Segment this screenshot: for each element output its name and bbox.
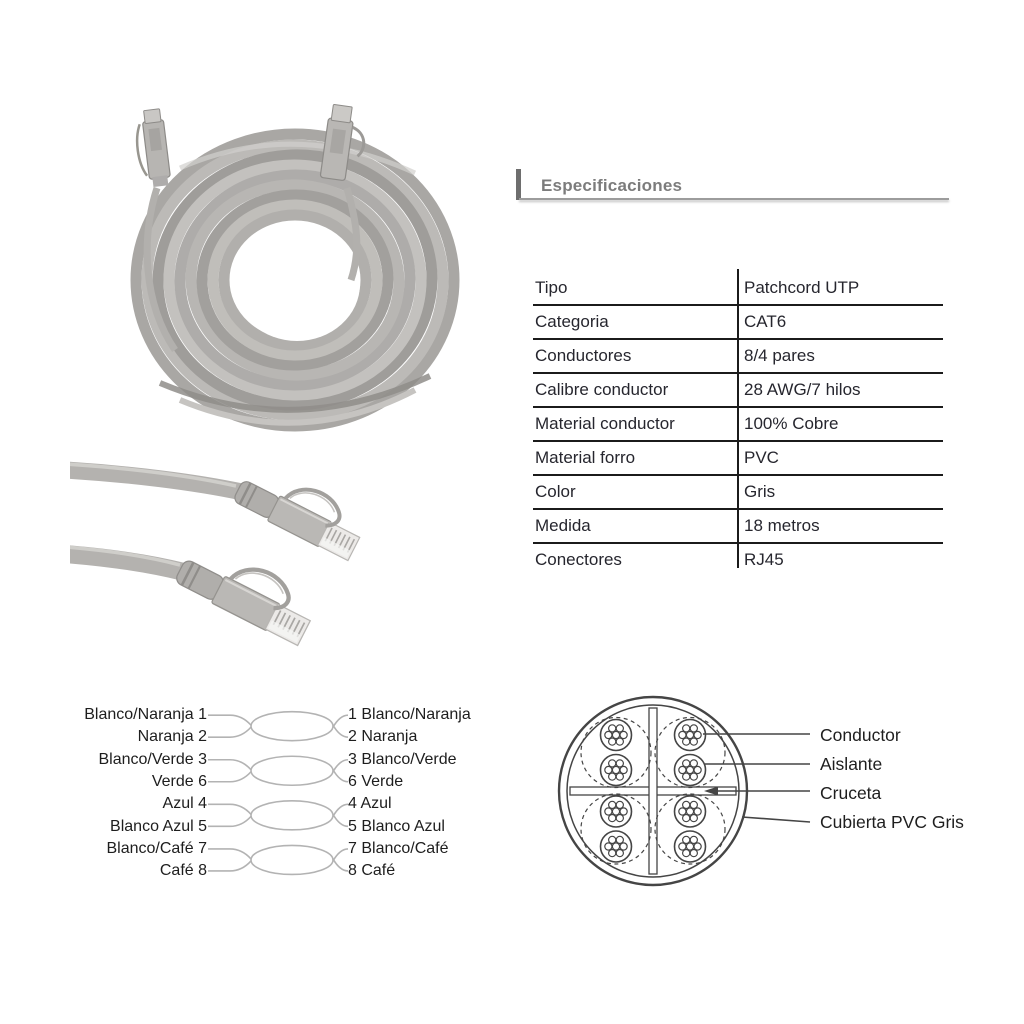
pin-label-left: Naranja 2 [137, 728, 207, 746]
spec-attribute-name: Categoria [535, 312, 609, 331]
wiring-row [55, 816, 505, 838]
spec-attribute-name: Material conductor [535, 414, 675, 433]
spec-attribute-value: Gris [744, 482, 776, 501]
spec-attribute-name: Conductores [535, 346, 632, 365]
spec-table-row [533, 340, 943, 374]
wiring-row [55, 793, 505, 815]
cross-spline-vertical [649, 708, 657, 874]
cross-section-label: Aislante [820, 754, 883, 774]
rj45-connector-left-icon [133, 108, 171, 188]
rj45-connector-bottom-icon [173, 537, 321, 647]
wiring-row [55, 726, 505, 748]
spec-table-row [533, 306, 943, 340]
pin-label-right: 3 Blanco/Verde [348, 750, 457, 768]
pin-label-right: 1 Blanco/Naranja [348, 706, 471, 723]
wiring-diagram [55, 704, 505, 894]
spec-attribute-name: Color [535, 482, 576, 501]
cable-cross-section-diagram [548, 686, 998, 901]
spec-attribute-name: Medida [535, 516, 591, 535]
pin-label-left: Blanco Azul 5 [110, 817, 207, 835]
wiring-pinout-rows [55, 704, 505, 894]
spec-attribute-value: CAT6 [744, 312, 787, 331]
pin-label-left: Azul 4 [162, 795, 207, 813]
spec-attribute-name: Conectores [535, 550, 622, 569]
rj45-connector-top-icon [232, 459, 370, 562]
spec-table [533, 272, 943, 576]
wiring-row [55, 771, 505, 793]
spec-table-row [533, 544, 943, 576]
spec-attribute-value: Patchcord UTP [744, 278, 860, 297]
cross-section-label: Cubierta PVC Gris [820, 812, 964, 832]
pin-label-right: 6 Verde [348, 772, 404, 790]
coil-center-hole [234, 227, 360, 341]
header-accent-bar [516, 169, 521, 200]
wiring-row [55, 749, 505, 771]
spec-attribute-value: PVC [744, 448, 779, 467]
cross-section-label: Cruceta [820, 783, 882, 803]
pin-label-left: Blanco/Café 7 [106, 839, 207, 857]
cross-section-label: Conductor [820, 725, 901, 745]
pin-label-right: 2 Naranja [348, 728, 418, 746]
section-title: Especificaciones [541, 176, 683, 195]
pin-label-left: Blanco/Naranja 1 [84, 706, 207, 723]
spec-table-row [533, 408, 943, 442]
wiring-row [55, 838, 505, 860]
spec-table-row [533, 374, 943, 408]
pin-label-right: 5 Blanco Azul [348, 817, 445, 835]
spec-table-row [533, 442, 943, 476]
pin-label-right: 8 Café [348, 862, 396, 880]
spec-attribute-name: Calibre conductor [535, 380, 669, 399]
spec-attribute-value: 100% Cobre [744, 414, 839, 433]
wiring-row [55, 704, 505, 726]
spec-attribute-value: RJ45 [744, 550, 784, 569]
pin-label-left: Blanco/Verde 3 [98, 750, 207, 768]
spec-attribute-value: 18 metros [744, 516, 820, 535]
pin-label-right: 4 Azul [348, 795, 392, 813]
pin-label-left: Café 8 [159, 862, 207, 880]
spec-attribute-name: Material forro [535, 448, 636, 467]
pin-label-left: Verde 6 [151, 772, 207, 790]
spec-attribute-name: Tipo [535, 278, 568, 297]
pin-label-right: 7 Blanco/Café [348, 839, 449, 857]
wiring-row [55, 860, 505, 882]
spec-table-row [533, 510, 943, 544]
spec-table-row [533, 476, 943, 510]
cable-coil-photo [85, 88, 475, 433]
spec-attribute-value: 8/4 pares [744, 346, 815, 365]
spec-table-row [533, 272, 943, 306]
header-underline [519, 198, 949, 200]
spec-attribute-value: 28 AWG/7 hilos [744, 380, 861, 399]
rj45-connectors-photo [70, 432, 448, 674]
